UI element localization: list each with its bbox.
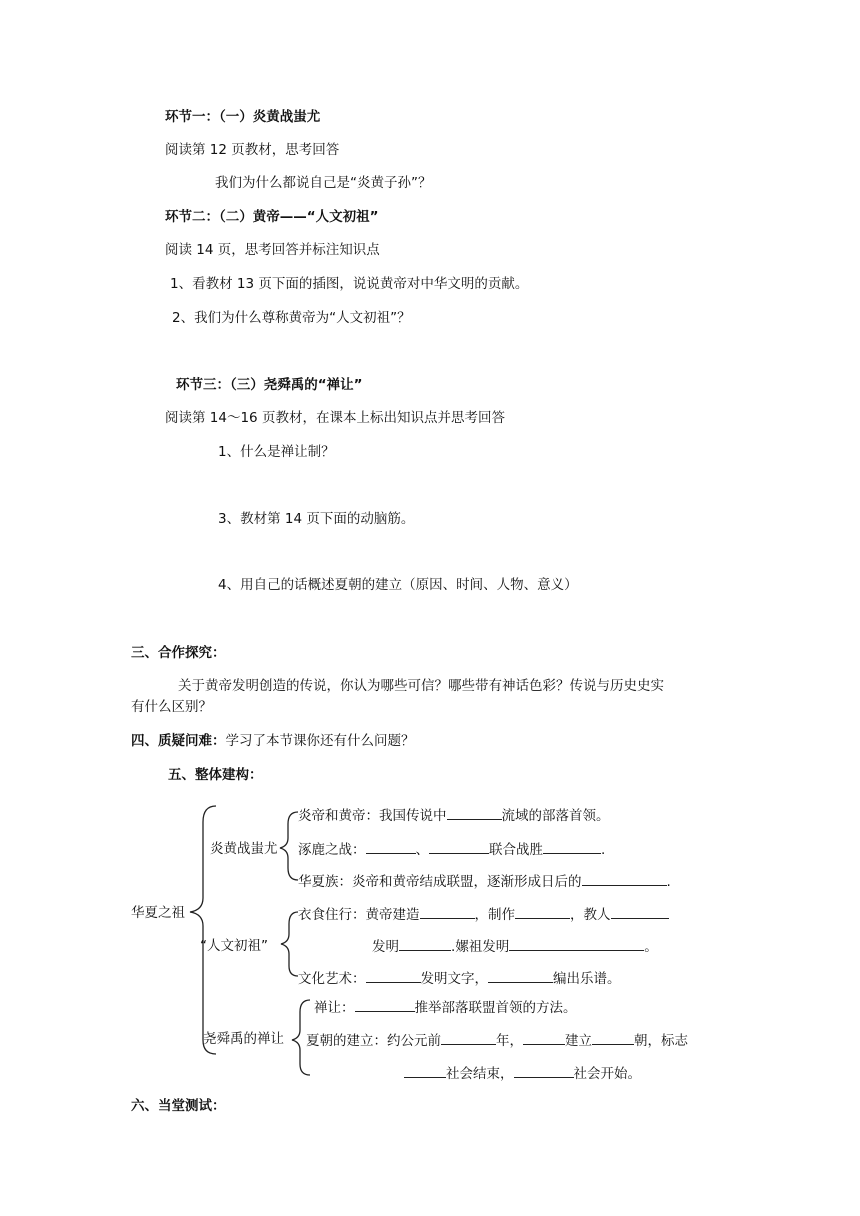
branch2-label: “人文初祖” [200,938,268,954]
fill-blank [611,905,669,919]
branch2-line1-text-b: ，制作 [474,907,515,923]
section1-question: 我们为什么都说自己是“炎黄子孙”？ [215,175,432,191]
cooperate-text-line2: 有什么区别？ [131,699,212,715]
branch1-line2 [298,840,605,859]
section1-heading: 环节一：（一）炎黄战蚩尤 [165,109,321,125]
fill-blank [366,969,421,983]
branch1-line3 [298,872,671,891]
branch1-line3-text-a: 华夏族：炎帝和黄帝结成联盟，逐渐形成日后的 [298,874,582,890]
build-heading: 五、整体建构： [168,767,263,783]
fill-blank [543,840,601,854]
branch2-line2 [372,937,658,956]
branch3-line2-text-b: 年， [496,1033,523,1049]
section2-heading: 环节二：（二）黄帝——“人文初祖” [165,209,379,225]
cooperate-heading: 三、合作探究： [131,645,226,661]
branch2-line3-text-a: 文化艺术： [298,971,366,987]
branch2-line2-text-a: 发明 [372,939,399,955]
fill-blank [366,840,416,854]
branch2-line3-text-b: 发明文字， [420,971,488,987]
fill-blank [523,1031,565,1045]
branch2-line1 [298,905,669,924]
fill-blank [514,1064,574,1078]
branch1-line1-text-a: 炎帝和黄帝：我国传说中 [298,808,447,824]
branch3-line3-text-b: 社会结束， [446,1066,514,1082]
branch3-line2-text-c: 建立 [565,1033,592,1049]
fill-blank [447,806,502,820]
branch3-line3 [404,1064,641,1083]
branch2-line3-text-c: 编出乐谱。 [553,971,621,987]
fill-blank [582,872,667,886]
branch1-line3-text-b: . [666,874,671,890]
branch3-line2 [306,1031,688,1050]
branch2-line1-text-a: 衣食住行：黄帝建造 [298,907,420,923]
branch2-line2-text-c: 。 [644,939,658,955]
branch1-line1-text-b: 流域的部落首领。 [501,808,610,824]
test-heading: 六、当堂测试： [131,1098,226,1114]
section3-q3: 3、教材第 14 页下面的动脑筋。 [218,511,415,527]
branch3-label: 尧舜禹的禅让 [203,1031,284,1047]
fill-blank [441,1031,496,1045]
branch1-line2-text-d: . [601,842,606,858]
branch1-line2-text-b: 、 [415,842,429,858]
branch2-line2-text-b: .嫘祖发明 [451,939,510,955]
branch1-line2-text-a: 涿鹿之战： [298,842,366,858]
branch3-line3-text-c: 社会开始。 [573,1066,641,1082]
question-section-heading: 四、质疑问难： [131,733,226,749]
branch3-line1 [314,998,577,1017]
fill-blank [399,937,451,951]
question-section-text: 学习了本节课你还有什么问题？ [225,733,415,749]
section3-q1: 1、什么是禅让制？ [218,444,335,460]
section2-q1: 1、看教材 13 页下面的插图，说说黄帝对中华文明的贡献。 [170,276,529,292]
fill-blank [355,998,415,1012]
fill-blank [420,905,475,919]
section3-q4: 4、用自己的话概述夏朝的建立（原因、时间、人物、意义） [218,577,578,593]
fill-blank [592,1031,634,1045]
branch3-line1-text-b: 推举部落联盟首领的方法。 [414,1000,577,1016]
section2-read: 阅读 14 页，思考回答并标注知识点 [165,242,380,258]
fill-blank [509,937,644,951]
branch1-line1 [298,806,610,825]
cooperate-text-line1: 关于黄帝发明创造的传说，你认为哪些可信？哪些带有神话色彩？传说与历史史实 [178,678,664,694]
fill-blank [488,969,553,983]
section1-read: 阅读第 12 页教材，思考回答 [165,142,340,158]
branch3-line2-text-a: 夏朝的建立：约公元前 [306,1033,441,1049]
branch2-brace [281,912,298,976]
branch3-line2-text-d: 朝，标志 [634,1033,688,1049]
branch1-line2-text-c: 联合战胜 [489,842,543,858]
section3-read: 阅读第 14～16 页教材，在课本上标出知识点并思考回答 [165,410,505,426]
build-root-label: 华夏之祖 [131,905,185,921]
branch3-line1-text-a: 禅让： [314,1000,355,1016]
fill-blank [515,905,570,919]
branch2-line3 [298,969,621,988]
fill-blank [429,840,489,854]
branch2-line1-text-c: ，教人 [570,907,611,923]
branch1-brace [280,812,298,880]
branch1-label: 炎黄战蚩尤 [210,841,278,857]
section3-heading: 环节三：（三）尧舜禹的“禅让” [176,377,363,393]
section2-q2: 2、我们为什么尊称黄帝为“人文初祖”？ [172,310,411,326]
fill-blank [404,1064,446,1078]
